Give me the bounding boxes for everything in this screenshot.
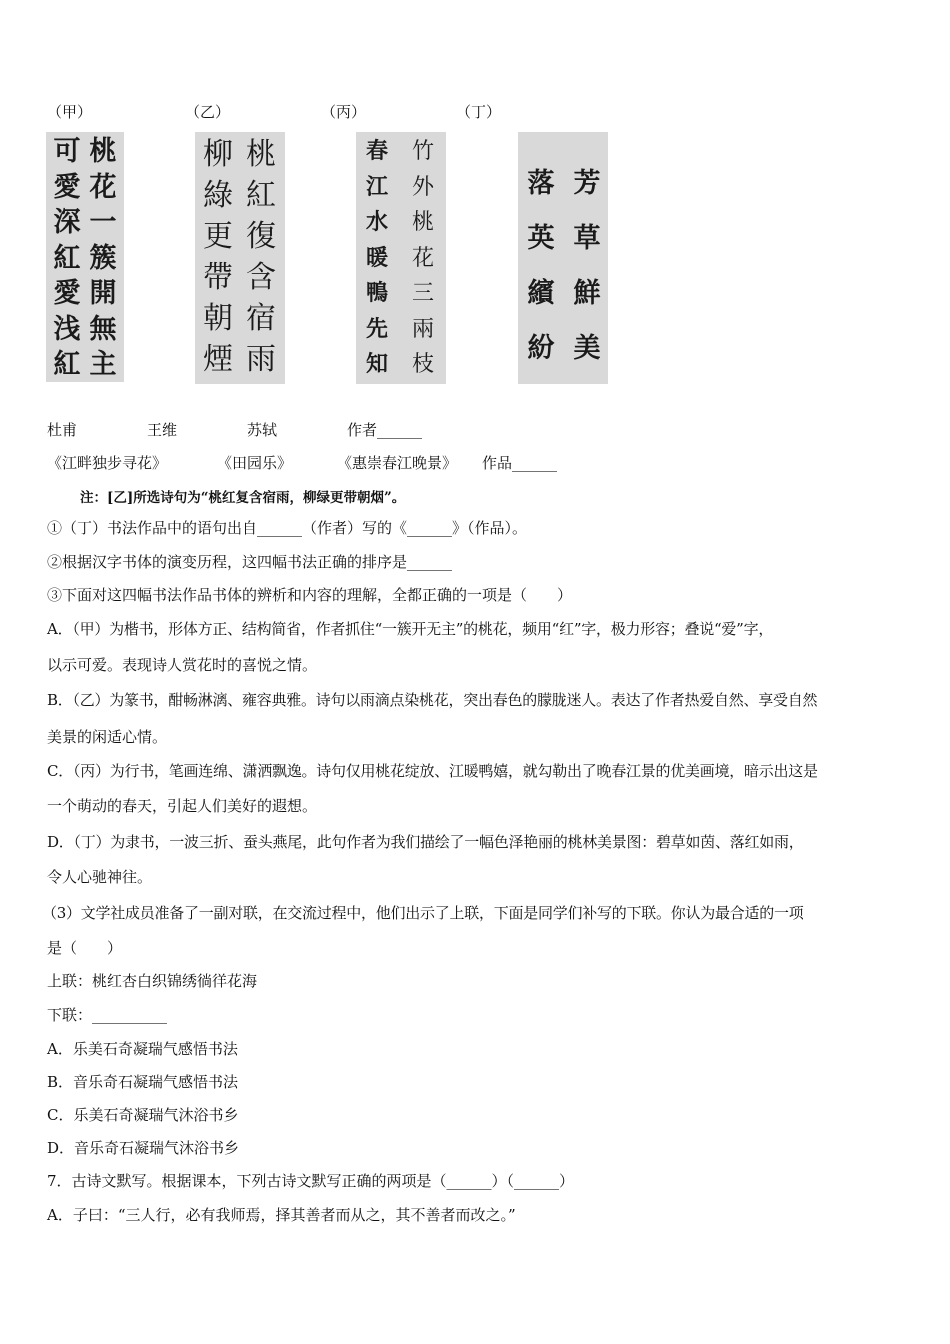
author-yi: 王维 [147,421,178,439]
author-jia: 杜甫 [47,421,78,439]
question-7-option-a: A．子曰：“三人行，必有我师焉，择其善者而从之，其不善者而改之。” [47,1206,516,1224]
calligraphy-ding-left-column: 落英繽紛 [527,168,555,364]
question-couplet-line2: 是（ ） [47,939,123,957]
question-couplet-line1: （3）文学社成员准备了一副对联，在交流过程中，他们出示了上联，下面是同学们补写的下联。你认为最合适的一项 [42,904,804,922]
option-a-line2: 以示可爱。表现诗人赏花时的喜悦之情。 [47,656,318,674]
question-7: 7．古诗文默写。根据课本，下列古诗文默写正确的两项是（______）（______） [47,1172,575,1190]
calligraphy-ding-right-column: 芳草鮮美 [573,168,601,364]
couplet-option-b: B．音乐奇石凝瑞气感悟书法 [47,1073,239,1091]
option-b-line2: 美景的闲适心情。 [47,728,168,746]
calligraphy-jia [46,132,124,382]
calligraphy-ding [518,132,608,384]
question-3: ③下面对这四幅书法作品书体的辨析和内容的理解，全都正确的一项是（ ） [47,586,573,604]
question-1: ①（丁）书法作品中的语句出自______（作者）写的《______》（作品）。 [47,519,528,537]
calligraphy-bing-right-column: 竹外桃花三兩枝 [411,139,434,377]
panel-label-jia: （甲） [47,103,93,121]
calligraphy-bing-left-column: 春江水暖鴨先知 [365,138,388,377]
calligraphy-bing [356,132,446,384]
work-ding-blank: 作品______ [482,454,558,472]
work-bing: 《惠崇春江晚景》 [337,454,458,472]
note: 注：[乙]所选诗句为“桃红复含宿雨，柳绿更带朝烟”。 [80,490,406,506]
question-2: ②根据汉字书体的演变历程，这四幅书法正确的排序是______ [47,553,453,571]
calligraphy-jia-left-column: 可愛深紅愛浅紅 [53,136,81,380]
panel-label-bing: （丙） [321,103,367,121]
couplet-lower-blank: 下联：__________ [47,1006,168,1024]
option-d-line2: 令人心驰神往。 [47,868,153,886]
author-ding-blank: 作者______ [347,421,423,439]
panel-label-yi: （乙） [185,103,231,121]
option-b-line1: B．（乙）为篆书，酣畅淋漓、雍容典雅。诗句以雨滴点染桃花，突出春色的朦胧迷人。表达了作者热爱自然、享受自然 [47,691,818,709]
calligraphy-yi [195,132,285,384]
work-yi: 《田园乐》 [217,454,293,472]
option-d-line1: D．（丁）为隶书，一波三折、蚕头燕尾，此句作者为我们描绘了一幅色泽艳丽的桃林美景图：碧草如茵、落红如雨， [47,833,804,851]
option-c-line2: 一个萌动的春天，引起人们美好的遐想。 [47,797,318,815]
option-c-line1: C．（丙）为行书，笔画连绵、潇洒飘逸。诗句仅用桃花绽放、江暖鸭嬉，就勾勒出了晚春江景的优美画境，暗示出这是 [47,762,818,780]
couplet-option-a: A．乐美石奇凝瑞气感悟书法 [47,1040,238,1058]
panel-label-ding: （丁） [456,103,502,121]
author-bing: 苏轼 [247,421,278,439]
option-a-line1: A．（甲）为楷书，形体方正、结构简省，作者抓住“一簇开无主”的桃花，频用“红”字，极力形容；叠说“爱”字， [47,620,774,638]
couplet-option-d: D．音乐奇石凝瑞气沐浴书乡 [47,1139,240,1157]
calligraphy-yi-right-column: 桃紅復含宿雨 [246,137,276,377]
couplet-option-c: C．乐美石奇凝瑞气沐浴书乡 [47,1106,239,1124]
calligraphy-jia-right-column: 桃花一簇開無主 [89,136,117,380]
calligraphy-yi-left-column: 柳綠更帶朝煙 [203,137,233,377]
work-jia: 《江畔独步寻花》 [47,454,168,472]
couplet-upper: 上联：桃红杏白织锦绣徜徉花海 [47,972,258,990]
